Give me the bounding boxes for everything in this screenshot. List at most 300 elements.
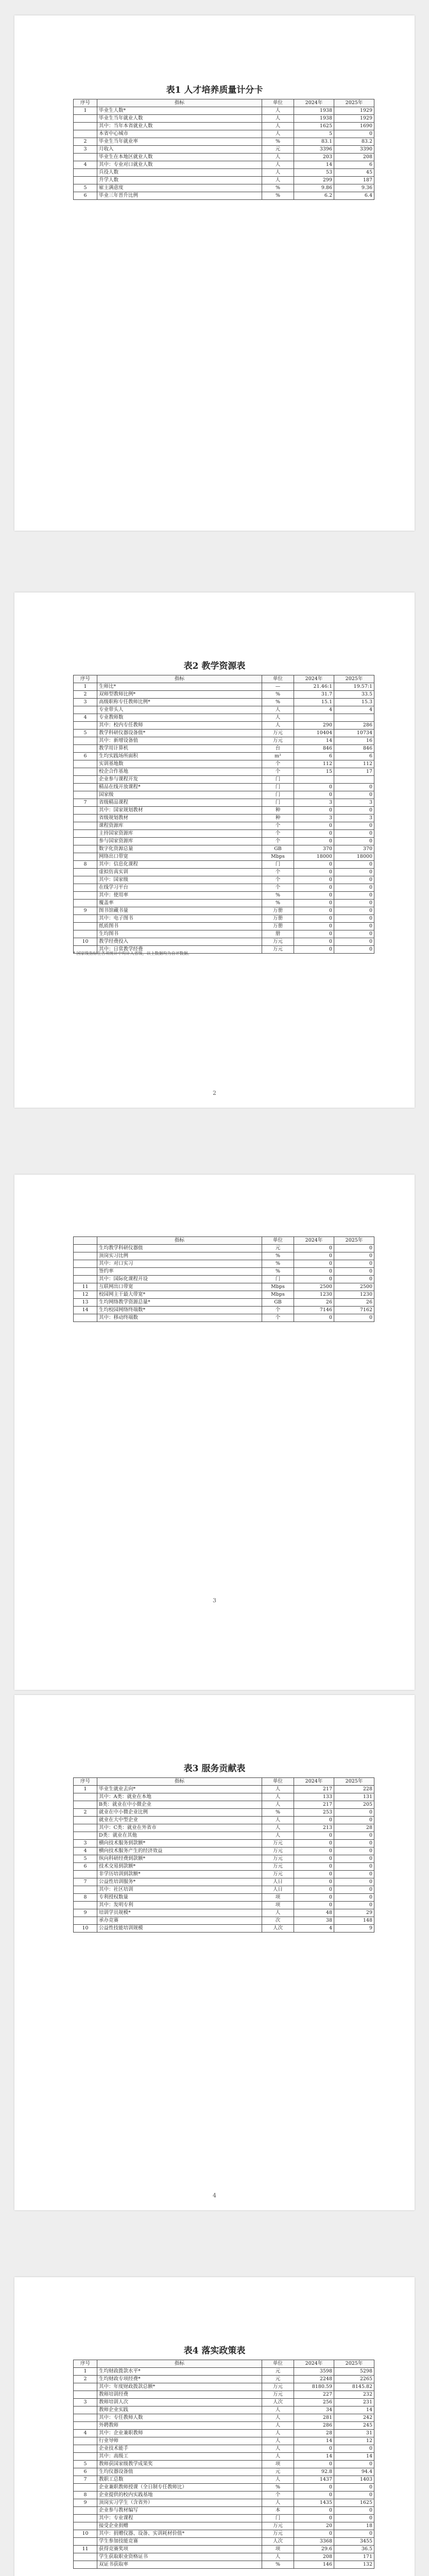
table-cell: 教学科研仪器设备值*	[97, 730, 262, 737]
table-cell: 本省中心城市	[97, 130, 262, 138]
table-cell: 0	[334, 1902, 374, 1909]
table-cell: 图书馆藏书量	[97, 907, 262, 915]
table-row	[74, 900, 374, 907]
table-cell: 228	[334, 1786, 374, 1793]
table-cell: 门	[262, 799, 294, 807]
column-header: 2025年	[334, 2360, 374, 2368]
table-cell	[74, 2414, 97, 2422]
table-cell: 28	[294, 2430, 334, 2437]
table-row	[74, 2453, 374, 2461]
table-cell: 0	[294, 1245, 334, 1252]
table-cell: 门	[262, 791, 294, 799]
table-cell: 人	[262, 169, 294, 177]
table-cell	[74, 722, 97, 730]
column-header: 指标	[97, 99, 262, 107]
table-row	[74, 2430, 374, 2437]
table-row	[74, 2422, 374, 2430]
table-row	[74, 2468, 374, 2476]
table-cell: 个	[262, 768, 294, 776]
table-cell	[74, 1832, 97, 1840]
table-row	[74, 2445, 374, 2453]
table-cell	[74, 784, 97, 791]
table-cell: %	[262, 2561, 294, 2569]
table-cell: 4	[74, 161, 97, 169]
table-cell: 人次	[262, 1925, 294, 1933]
table-cell: 2	[74, 2376, 97, 2383]
table-cell: 14	[74, 1307, 97, 1314]
table-cell	[74, 1917, 97, 1925]
table-cell	[74, 2507, 97, 2515]
column-header: 单位	[262, 675, 294, 683]
table-cell: 0	[294, 907, 334, 915]
table-cell: 31	[334, 2430, 374, 2437]
table-cell: 0	[334, 923, 374, 930]
page-number: 2	[213, 1090, 216, 1096]
table-cell	[74, 830, 97, 838]
table-cell: 升学人数	[97, 177, 262, 184]
table-cell: 个	[262, 822, 294, 830]
table-row	[74, 853, 374, 861]
table-cell: 281	[294, 2414, 334, 2422]
table-row	[74, 2499, 374, 2507]
table-cell: 26	[334, 1299, 374, 1307]
page-title: 表3 服务贡献表	[183, 1764, 246, 1774]
table-cell: 0	[294, 869, 334, 876]
table-row	[74, 2383, 374, 2391]
table-row	[74, 1894, 374, 1902]
table-row	[74, 845, 374, 853]
table-cell: 0	[334, 1252, 374, 1260]
table-cell: 横向技术服务产生的经济效益	[97, 1848, 262, 1855]
table-cell: 0	[294, 884, 334, 892]
table-cell: 286	[294, 2422, 334, 2430]
table-cell: 3	[74, 146, 97, 154]
table-cell: GB	[262, 845, 294, 853]
table-cell: 0	[294, 1276, 334, 1283]
table-cell	[74, 1260, 97, 1268]
table-cell: 18000	[334, 853, 374, 861]
table-cell	[74, 115, 97, 123]
column-header: 2025年	[334, 1778, 374, 1786]
table-cell: 2	[74, 138, 97, 146]
table-cell	[74, 2515, 97, 2522]
column-header: 2024年	[294, 2360, 334, 2368]
table-cell	[74, 123, 97, 130]
table-cell: 8145.82	[334, 2383, 374, 2391]
table-cell: 0	[294, 1260, 334, 1268]
table-cell: 227	[294, 2391, 334, 2399]
table-cell: 培训学员规模*	[97, 1909, 262, 1917]
report-page-2	[14, 592, 415, 1108]
table-row	[74, 1268, 374, 1276]
table-row	[74, 2530, 374, 2538]
table-row	[74, 2414, 374, 2422]
table-cell: 人	[262, 107, 294, 115]
table-cell	[74, 1276, 97, 1283]
table-row	[74, 1855, 374, 1863]
table-cell: 国家级	[97, 791, 262, 799]
table-cell: 133	[294, 1793, 334, 1801]
table-cell: 0	[294, 838, 334, 845]
talent-quality-table	[73, 99, 374, 200]
table-row	[74, 2437, 374, 2445]
table-cell: 5	[294, 130, 334, 138]
table-cell: 232	[334, 2391, 374, 2399]
table-cell: 人	[262, 2453, 294, 2461]
table-cell: 数字化资源总量	[97, 845, 262, 853]
table-cell: 个	[262, 1314, 294, 1322]
table-cell: 2	[74, 1809, 97, 1817]
table-cell	[74, 2484, 97, 2492]
table-cell: 245	[334, 2422, 374, 2430]
table-cell: 4	[74, 714, 97, 722]
table-cell: 7146	[294, 1307, 334, 1314]
table-cell: 9	[74, 2499, 97, 2507]
table-cell: 精品在线开放课程*	[97, 784, 262, 791]
table-row	[74, 2399, 374, 2406]
table-row	[74, 1283, 374, 1291]
table-cell: 其中：日常教学经费	[97, 946, 262, 954]
table-cell: 0	[334, 1276, 374, 1283]
table-row	[74, 799, 374, 807]
table-cell: 纵向科研经费到款额*	[97, 1855, 262, 1863]
table-cell: %	[262, 192, 294, 200]
table-cell: 人	[262, 154, 294, 161]
table-cell: 2500	[294, 1283, 334, 1291]
table-cell: 人	[262, 1801, 294, 1809]
table-cell: 0	[294, 1855, 334, 1863]
table-cell: 万元	[262, 946, 294, 954]
report-page-5	[14, 2277, 415, 2576]
table-cell: 其中：社区培训	[97, 1886, 262, 1894]
table-cell: 3368	[294, 2538, 334, 2546]
table-row	[74, 123, 374, 130]
report-page-3	[14, 1175, 415, 1690]
table-cell: 人	[262, 2476, 294, 2484]
table-cell: 其中：对口实习	[97, 1260, 262, 1268]
table-cell: 其中：A类：就业在本地	[97, 1793, 262, 1801]
table-cell: 0	[294, 1894, 334, 1902]
table-row	[74, 1832, 374, 1840]
table-cell: 次	[262, 1917, 294, 1925]
table-row	[74, 791, 374, 799]
table-row	[74, 1909, 374, 1917]
table-row	[74, 2476, 374, 2484]
table-cell: 教学经费投入	[97, 938, 262, 946]
table-cell: 0	[334, 1878, 374, 1886]
table-cell: 9.86	[294, 184, 334, 192]
table-cell: 6.4	[334, 192, 374, 200]
table-cell: 10734	[334, 730, 374, 737]
table-cell: %	[262, 892, 294, 900]
table-cell	[74, 1817, 97, 1824]
table-cell: 其中：企业兼职教师	[97, 2430, 262, 2437]
table-cell: 14	[294, 2437, 334, 2445]
table-cell: 万元	[262, 2522, 294, 2530]
table-row	[74, 807, 374, 815]
table-cell: 公益性技能培训规模	[97, 1925, 262, 1933]
table-cell: 299	[294, 177, 334, 184]
table-cell: 其中：信息化课程	[97, 861, 262, 869]
table-cell: 0	[334, 861, 374, 869]
table-cell: 18000	[294, 853, 334, 861]
table-cell: 公益性培训服务*	[97, 1878, 262, 1886]
table-cell: 万元	[262, 730, 294, 737]
table-cell: 教师企业实践	[97, 2406, 262, 2414]
table-cell: 14	[294, 737, 334, 745]
table-row	[74, 2546, 374, 2553]
table-row	[74, 876, 374, 884]
table-row	[74, 1878, 374, 1886]
table-cell: 0	[294, 1840, 334, 1848]
table-cell: 校园网主干最大带宽*	[97, 1291, 262, 1299]
column-header: 单位	[262, 1778, 294, 1786]
table-cell	[74, 2437, 97, 2445]
table-cell: 6	[334, 753, 374, 760]
table-row	[74, 1299, 374, 1307]
table-cell: 个	[262, 830, 294, 838]
table-cell: 4	[294, 1925, 334, 1933]
table-cell: 0	[294, 861, 334, 869]
table-cell: 5	[74, 184, 97, 192]
table-row	[74, 861, 374, 869]
table-note: * 国家级指标在各项统计中均计入省级，以上数据均为自评数据。	[73, 951, 192, 956]
teaching-resources-table	[73, 675, 374, 954]
table-cell: 3	[334, 799, 374, 807]
table-cell: 个	[262, 838, 294, 845]
table-cell	[74, 177, 97, 184]
table-cell	[74, 2391, 97, 2399]
table-row	[74, 1925, 374, 1933]
table-cell: 互联网出口带宽	[97, 1283, 262, 1291]
table-cell: 教师培训经费	[97, 2391, 262, 2399]
table-cell: 19.57:1	[334, 683, 374, 691]
table-cell: 生均财政专项经费*	[97, 2376, 262, 2383]
table-row	[74, 1886, 374, 1894]
table-cell: 112	[294, 760, 334, 768]
table-cell: 毕业生当年就业人数	[97, 115, 262, 123]
table-cell: 0	[294, 915, 334, 923]
table-cell: 14	[334, 2406, 374, 2414]
table-cell: 0	[334, 838, 374, 845]
table-cell: 146	[294, 2561, 334, 2569]
table-cell	[74, 1886, 97, 1894]
table-cell: 人	[262, 161, 294, 169]
table-cell	[74, 845, 97, 853]
table-cell	[74, 768, 97, 776]
table-row	[74, 691, 374, 699]
table-cell: %	[262, 1252, 294, 1260]
table-cell	[294, 714, 334, 722]
table-cell: 外聘教师	[97, 2422, 262, 2430]
table-cell: 0	[294, 900, 334, 907]
table-cell: 万元	[262, 1871, 294, 1878]
table-cell: 0	[334, 1840, 374, 1848]
table-cell: 83.2	[334, 138, 374, 146]
table-cell: 131	[334, 1793, 374, 1801]
table-cell: 兵役人数	[97, 169, 262, 177]
table-cell: 7	[74, 2476, 97, 2484]
table-cell: 人	[262, 1832, 294, 1840]
table-cell: 242	[334, 2414, 374, 2422]
table-cell: 项	[262, 1894, 294, 1902]
table-cell: 4	[74, 2430, 97, 2437]
table-cell: 生均财政拨款水平*	[97, 2368, 262, 2376]
table-cell: 29.6	[294, 2546, 334, 2553]
table-cell: 万元	[262, 938, 294, 946]
table-cell: 就业在大中型企业	[97, 1817, 262, 1824]
table-cell: 3	[74, 1840, 97, 1848]
table-cell: 0	[294, 2492, 334, 2499]
table-row	[74, 938, 374, 946]
table-row	[74, 730, 374, 737]
table-cell: 省级规划教材	[97, 815, 262, 822]
table-cell: 0	[294, 791, 334, 799]
table-cell: 20	[294, 2522, 334, 2530]
column-header: 指标	[97, 2360, 262, 2368]
table-cell: 208	[294, 2553, 334, 2561]
table-row	[74, 822, 374, 830]
table-row	[74, 1902, 374, 1909]
table-cell: 专利授权数量	[97, 1894, 262, 1902]
page-number: 3	[213, 1597, 216, 1604]
table-cell: 生均实践场所面积	[97, 753, 262, 760]
table-cell: 顶岗实习学生（含省外）	[97, 2499, 262, 2507]
table-cell: 人	[262, 115, 294, 123]
table-cell	[74, 2538, 97, 2546]
report-page-4	[14, 1695, 415, 2210]
table-cell: 0	[294, 2445, 334, 2453]
table-cell: 7	[74, 799, 97, 807]
table-cell: 1230	[294, 1291, 334, 1299]
table-cell: 其中：年度财政拨款总额*	[97, 2383, 262, 2391]
table-cell: 人日	[262, 1878, 294, 1886]
table-cell: 132	[334, 2561, 374, 2569]
table-cell: 3	[74, 699, 97, 706]
table-cell: 人	[262, 2499, 294, 2507]
table-cell: 8	[74, 1894, 97, 1902]
table-cell: 5	[74, 730, 97, 737]
table-cell: 元	[262, 1245, 294, 1252]
table-cell: 生均网络教学资源总量*	[97, 1299, 262, 1307]
table-cell: 9	[334, 1925, 374, 1933]
table-cell: 其中：捐赠仪器、设备、实训耗材价值*	[97, 2530, 262, 2538]
table-cell: 项	[262, 2461, 294, 2468]
table-cell: 92.8	[294, 2468, 334, 2476]
table-cell: 0	[334, 807, 374, 815]
table-cell: 其中：电子图书	[97, 915, 262, 923]
table-cell: 承办竞赛	[97, 1917, 262, 1925]
table-cell: 2265	[334, 2376, 374, 2383]
table-cell: 元	[262, 146, 294, 154]
table-cell: 人	[262, 2445, 294, 2453]
table-cell: Mbps	[262, 1283, 294, 1291]
table-cell: 万册	[262, 907, 294, 915]
table-cell: 1938	[294, 115, 334, 123]
table-cell	[74, 2453, 97, 2461]
table-cell: 1437	[294, 2476, 334, 2484]
table-cell	[74, 2383, 97, 2391]
table-cell: 其中：国家级	[97, 876, 262, 884]
table-cell: 1625	[294, 123, 334, 130]
table-cell: 网络出口带宽	[97, 853, 262, 861]
table-cell: 6	[74, 1863, 97, 1871]
table-cell: 万元	[262, 2391, 294, 2399]
column-header: 2024年	[294, 675, 334, 683]
table-row	[74, 138, 374, 146]
table-cell	[74, 915, 97, 923]
table-row	[74, 737, 374, 745]
column-header: 指标	[97, 1237, 262, 1245]
table-cell	[74, 706, 97, 714]
table-cell	[74, 1824, 97, 1832]
table-cell	[74, 760, 97, 768]
column-header: 单位	[262, 2360, 294, 2368]
table-cell: 万元	[262, 2383, 294, 2391]
table-row	[74, 1809, 374, 1817]
table-cell: 0	[294, 1848, 334, 1855]
table-cell: 0	[294, 1252, 334, 1260]
table-row	[74, 923, 374, 930]
table-row	[74, 2507, 374, 2515]
table-cell: 9	[74, 907, 97, 915]
table-cell: 0	[334, 876, 374, 884]
table-row	[74, 1307, 374, 1314]
table-cell: 其中：专业课程	[97, 2515, 262, 2522]
table-cell: 0	[294, 822, 334, 830]
table-cell: 14	[334, 2453, 374, 2461]
table-row	[74, 154, 374, 161]
table-cell: 83.1	[294, 138, 334, 146]
table-cell: 人	[262, 130, 294, 138]
column-header: 2024年	[294, 1778, 334, 1786]
table-row	[74, 930, 374, 938]
table-cell: 2500	[334, 1283, 374, 1291]
table-cell: 0	[334, 1871, 374, 1878]
table-row	[74, 714, 374, 722]
table-cell: 846	[334, 745, 374, 753]
table-cell: 0	[294, 1268, 334, 1276]
table-row	[74, 815, 374, 822]
table-cell: 0	[294, 930, 334, 938]
table-cell	[74, 930, 97, 938]
table-cell: 0	[294, 946, 334, 954]
table-cell	[74, 822, 97, 830]
table-cell: 企业参与课程开发	[97, 776, 262, 784]
table-cell: 人次	[262, 2538, 294, 2546]
column-header: 2025年	[334, 1237, 374, 1245]
table-cell: 0	[334, 938, 374, 946]
table-cell: 1938	[294, 107, 334, 115]
teaching-resources-table-continued	[73, 1236, 374, 1322]
table-cell: 人日	[262, 1886, 294, 1894]
table-cell: 6	[334, 161, 374, 169]
table-cell: 256	[294, 2399, 334, 2406]
table-cell: 6.2	[294, 192, 334, 200]
table-cell: 就业在中小微企业比例	[97, 1809, 262, 1817]
column-header: 序号	[74, 1778, 97, 1786]
table-cell: 16	[334, 737, 374, 745]
table-row	[74, 706, 374, 714]
table-cell	[334, 714, 374, 722]
table-row	[74, 161, 374, 169]
table-cell	[74, 884, 97, 892]
table-cell: 0	[334, 2461, 374, 2468]
table-cell: 1230	[334, 1291, 374, 1299]
page-number: 4	[213, 2192, 216, 2199]
table-cell: 1403	[334, 2476, 374, 2484]
table-cell: 其中：新增设备值	[97, 737, 262, 745]
